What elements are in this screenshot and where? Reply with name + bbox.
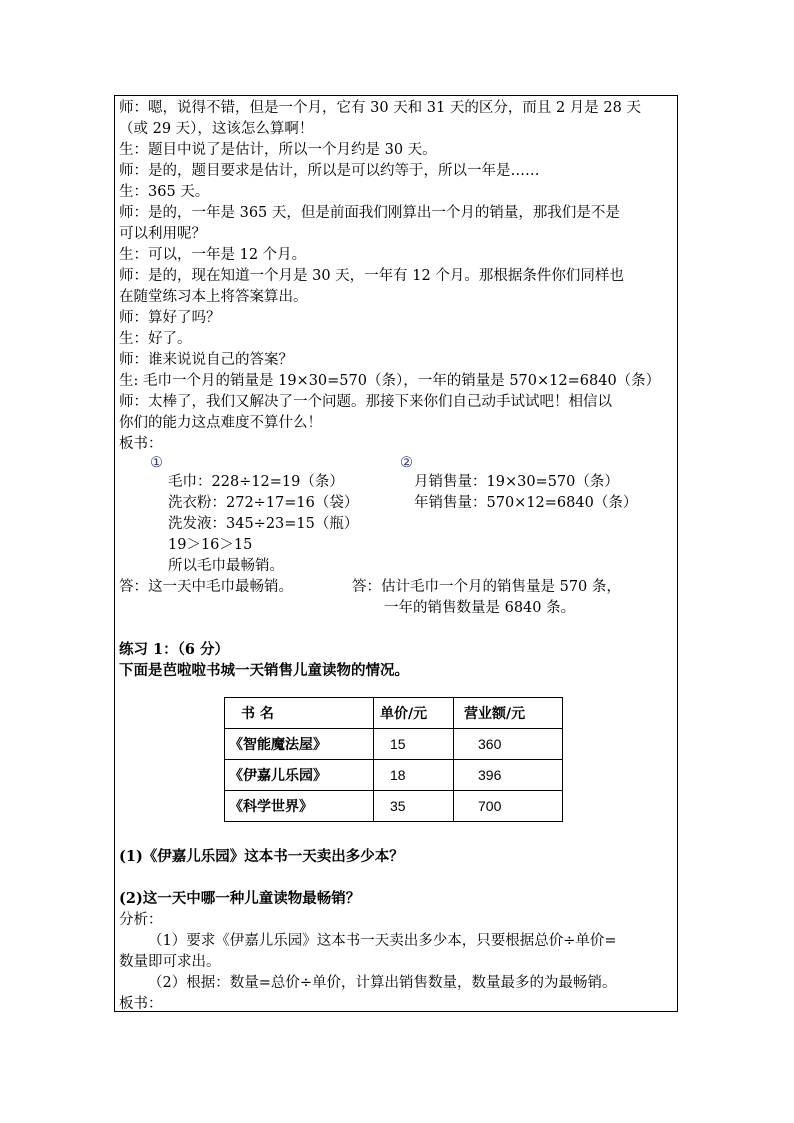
table-cell: 15 (374, 729, 454, 760)
dialogue-line: 生：题目中说了是估计，所以一个月约是 30 天。 (119, 142, 437, 158)
dialogue-line: 师：嗯，说得不错，但是一个月，它有 30 天和 31 天的区分，而且 2 月是 28 天 (119, 100, 641, 116)
table-header-row (225, 698, 563, 729)
table-cell: 360 (454, 729, 563, 760)
board-answer-2: 答：估计毛巾一个月的销售量是 570 条， (352, 579, 621, 595)
table-header: 单价/元 (374, 698, 454, 729)
table-cell: 《科学世界》 (225, 791, 374, 822)
board-line: 洗衣粉：272÷17=16（袋） (168, 495, 359, 511)
board-answer-1: 答：这一天中毛巾最畅销。 (119, 579, 293, 595)
dialogue-line: 师：是的，现在知道一个月是 30 天，一年有 12 个月。那根据条件你们同样也 (119, 268, 624, 284)
board-line: 洗发液：345÷23=15（瓶） (168, 516, 359, 532)
board-line: 所以毛巾最畅销。 (168, 558, 284, 574)
table-header: 书 名 (225, 698, 374, 729)
question-1: (1)《伊嘉儿乐园》这本书一天卖出多少本？ (119, 848, 404, 865)
board-line: 毛巾：228÷12=19（条） (168, 474, 344, 490)
dialogue-line: 师：是的，题目要求是估计，所以是可以约等于，所以一年是…… (119, 163, 540, 179)
dialogue-line: 师：算好了吗？ (119, 310, 221, 326)
table-header: 营业额/元 (454, 698, 563, 729)
question-2: (2)这一天中哪一种儿童读物最畅销？ (119, 890, 361, 907)
dialogue-line: 生：可以，一年是 12 个月。 (119, 247, 307, 263)
board-marker-1: ① (150, 455, 163, 471)
board-label: 板书： (119, 436, 163, 452)
dialogue-line: 你们的能力这点难度不算什么！ (119, 415, 322, 431)
dialogue-line: 生：好了。 (119, 331, 192, 347)
board-answer-2-cont: 一年的销售数量是 6840 条。 (384, 600, 576, 616)
analysis-line: 数量即可求出。 (119, 954, 221, 970)
table-cell: 35 (374, 791, 454, 822)
exercise-intro: 下面是芭啦啦书城一天销售儿童读物的情况。 (119, 662, 409, 679)
dialogue-line: 师：太棒了，我们又解决了一个问题。那接下来你们自己动手试试吧！相信以 (119, 394, 612, 410)
dialogue-line: （或 29 天），这该怎么算啊！ (119, 121, 314, 137)
analysis-line: （2）根据：数量=总价÷单价，计算出销售数量，数量最多的为最畅销。 (148, 975, 617, 991)
table-row (225, 791, 563, 822)
table-row (225, 729, 563, 760)
dialogue-line: 生：365 天。 (119, 184, 210, 200)
table-cell: 《伊嘉儿乐园》 (225, 760, 374, 791)
board-line: 月销售量：19×30=570（条） (414, 474, 619, 490)
board-marker-2: ② (400, 455, 413, 471)
dialogue-line: 可以利用呢？ (119, 226, 206, 242)
table-cell: 《智能魔法屋》 (225, 729, 374, 760)
board-line: 年销售量：570×12=6840（条） (414, 495, 638, 511)
sales-table (224, 697, 563, 822)
dialogue-line: 师：是的，一年是 365 天，但是前面我们刚算出一个月的销量，那我们是不是 (119, 205, 620, 221)
analysis-label: 分析： (119, 912, 163, 928)
dialogue-line: 生: 毛巾一个月的销量是 19×30=570（条），一年的销量是 570×12=6840（条） (119, 373, 661, 389)
table-cell: 700 (454, 791, 563, 822)
table-cell: 396 (454, 760, 563, 791)
dialogue-line: 师：谁来说说自己的答案？ (119, 352, 293, 368)
exercise-title: 练习 1：（6 分） (119, 641, 230, 658)
board-label-2: 板书： (119, 996, 163, 1012)
board-line: 19＞16＞15 (168, 537, 253, 553)
table-cell: 18 (374, 760, 454, 791)
table-row (225, 760, 563, 791)
analysis-line: （1）要求《伊嘉儿乐园》这本书一天卖出多少本，只要根据总价÷单价= (148, 933, 617, 949)
dialogue-line: 在随堂练习本上将答案算出。 (119, 289, 308, 305)
